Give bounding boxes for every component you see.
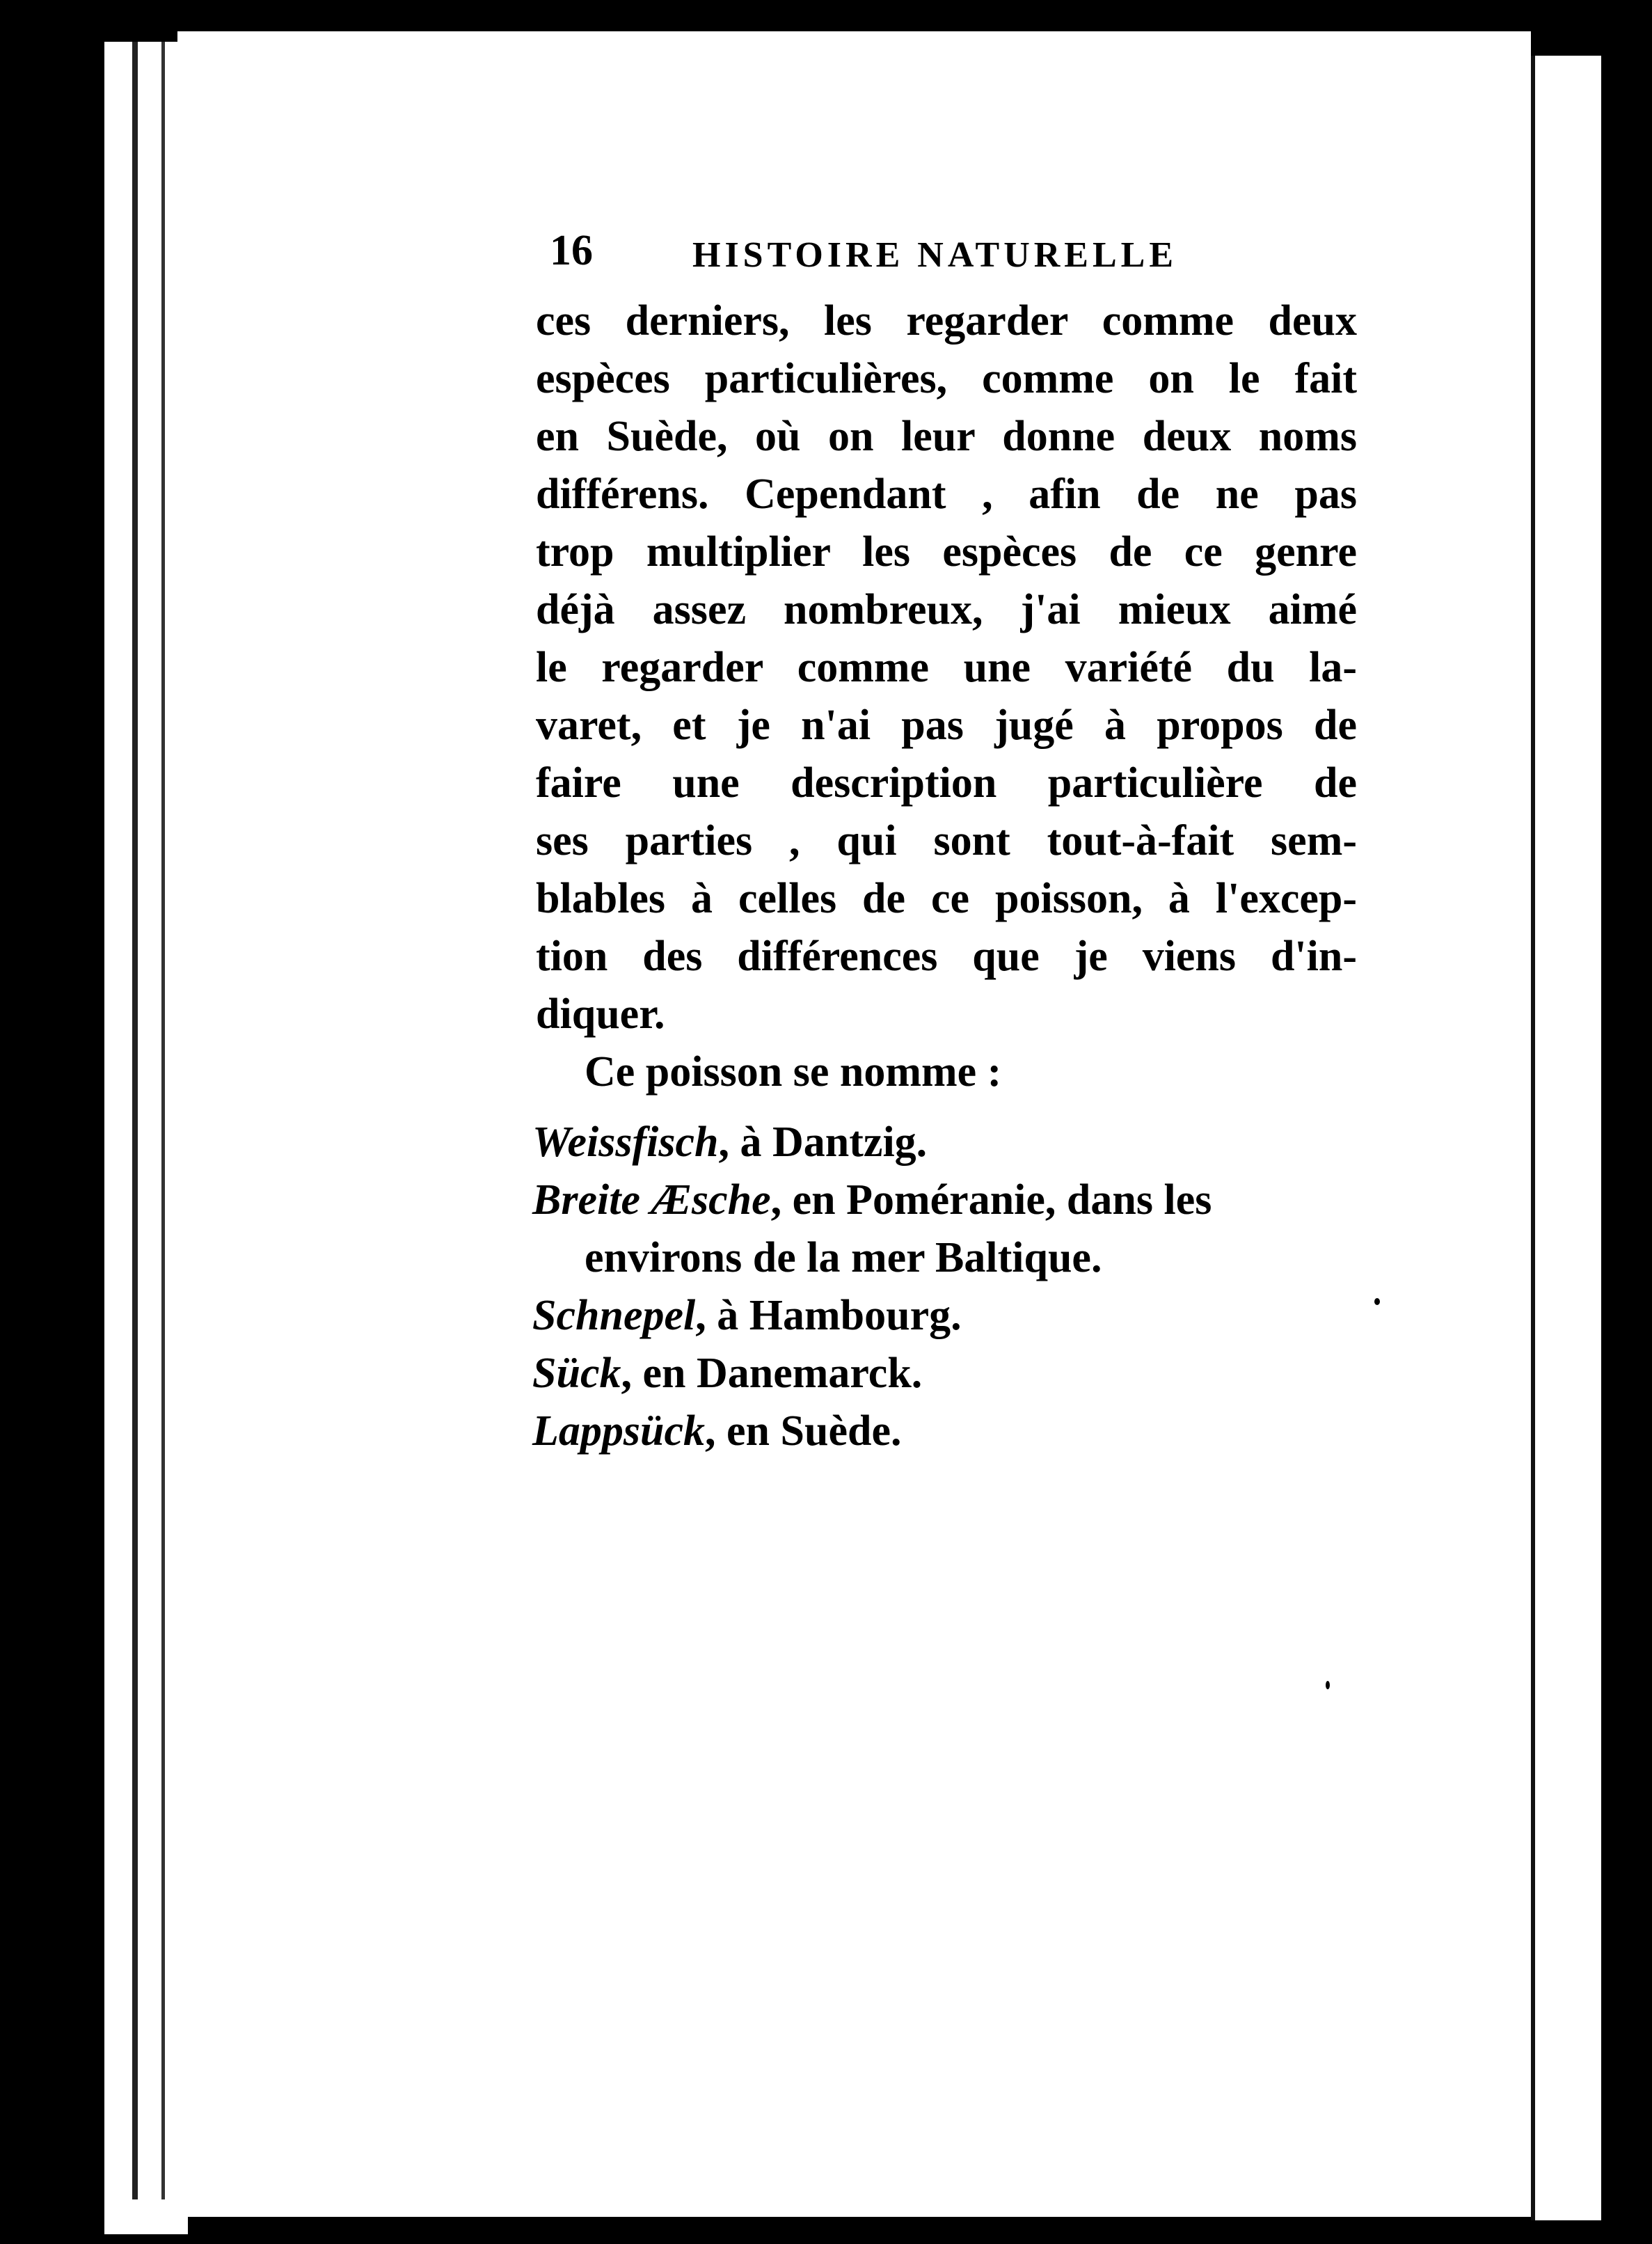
page-edge-shadow bbox=[161, 42, 165, 2199]
fish-name: Sück bbox=[532, 1350, 621, 1397]
next-page-edge bbox=[1531, 56, 1601, 2220]
text-line: ses parties , qui sont tout-à-fait sem- bbox=[536, 817, 1357, 864]
list-item bbox=[532, 1345, 1367, 1402]
list-item-continuation: environs de la mer Baltique. bbox=[585, 1234, 1102, 1281]
running-head: HISTOIRE NATURELLE bbox=[692, 235, 1178, 275]
page-number: 16 bbox=[550, 227, 593, 274]
text-line: le regarder comme une variété du la- bbox=[536, 644, 1357, 691]
place-text: , en Suède. bbox=[705, 1407, 902, 1455]
text-line: tion des différences que je viens d'in- bbox=[536, 933, 1357, 980]
text-line: faire une description particulière de bbox=[536, 759, 1357, 807]
list-item bbox=[532, 1287, 1367, 1345]
list-item bbox=[532, 1402, 1367, 1460]
intro-line: Ce poisson se nomme : bbox=[585, 1048, 1002, 1096]
text-line: varet, et je n'ai pas jugé à propos de bbox=[536, 702, 1357, 749]
fish-name: Weissfisch bbox=[532, 1119, 719, 1166]
ink-speck bbox=[1374, 1298, 1380, 1305]
list-item bbox=[532, 1171, 1367, 1229]
place-text: , à Hambourg. bbox=[695, 1292, 962, 1339]
text-line: déjà assez nombreux, j'ai mieux aimé bbox=[536, 586, 1357, 633]
fish-name: Breite Æsche bbox=[532, 1176, 771, 1224]
place-text: , en Danemarck. bbox=[621, 1350, 923, 1397]
ink-speck bbox=[1326, 1681, 1330, 1689]
fish-name: Schnepel bbox=[532, 1292, 696, 1339]
names-list bbox=[532, 1114, 1367, 1460]
page-header bbox=[550, 226, 1260, 289]
text-line: espèces particulières, comme on le fait bbox=[536, 355, 1357, 402]
text-line: en Suède, où on leur donne deux noms bbox=[536, 413, 1357, 460]
paragraph bbox=[536, 292, 1357, 1101]
text-line: diquer. bbox=[536, 990, 665, 1038]
fish-name: Lappsück bbox=[532, 1407, 705, 1455]
list-item bbox=[532, 1114, 1367, 1171]
text-line: blables à celles de ce poisson, à l'excep- bbox=[536, 875, 1357, 922]
place-text: , à Dantzig. bbox=[718, 1119, 928, 1166]
text-line: trop multiplier les espèces de ce genre bbox=[536, 528, 1357, 576]
place-text: , en Poméranie, dans les bbox=[770, 1176, 1212, 1224]
text-line: ces derniers, les regarder comme deux bbox=[536, 297, 1357, 345]
text-line: différens. Cependant , afin de ne pas bbox=[536, 471, 1357, 518]
page-stack-edge bbox=[104, 42, 188, 2234]
page-edge-shadow bbox=[132, 42, 138, 2199]
